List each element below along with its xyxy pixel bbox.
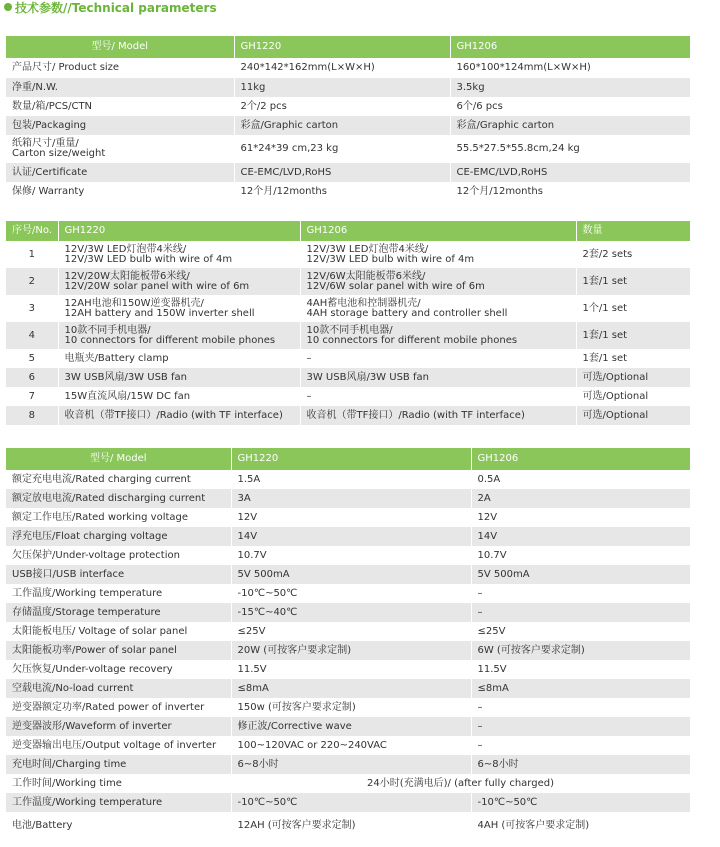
header-cell: 型号/ Model (6, 36, 234, 58)
table-cell: 240*142*162mm(L×W×H) (234, 58, 450, 78)
table-cell: ≤8mA (471, 679, 690, 698)
table-cell: 12V/6W太阳能板带6米线/ 12V/6W solar panel with wire of 6m (300, 268, 576, 295)
table-cell: 2 (6, 268, 58, 295)
table-cell: -10℃~50℃ (231, 793, 471, 812)
table-cell: 保修/ Warranty (6, 182, 234, 202)
table-cell: 6W (可按客户要求定制) (471, 641, 690, 660)
table-cell: 可选/Optional (576, 406, 690, 425)
header-cell: GH1206 (300, 221, 576, 241)
table-cell: 12V (231, 508, 471, 527)
table-row (6, 322, 690, 349)
table-cell: 空载电流/No-load current (6, 679, 231, 698)
table-row (6, 470, 690, 489)
header-cell: GH1220 (231, 448, 471, 470)
header-cell: 型号/ Model (6, 448, 231, 470)
table-cell: 收音机（带TF接口）/Radio (with TF interface) (300, 406, 576, 425)
table-cell: 12个月/12months (450, 182, 690, 202)
table-cell: 存储温度/Storage temperature (6, 603, 231, 622)
table-row (6, 660, 690, 679)
table-cell: 5 (6, 349, 58, 368)
table-cell: 20W (可按客户要求定制) (231, 641, 471, 660)
table-cell: 2个/2 pcs (234, 97, 450, 116)
table-row (6, 641, 690, 660)
table-row (6, 368, 690, 387)
table-cell: 工作温度/Working temperature (6, 793, 231, 812)
table-cell: 55.5*27.5*55.8cm,24 kg (450, 135, 690, 163)
table-row (6, 58, 690, 78)
table-cell: 12个月/12months (234, 182, 450, 202)
table-row (6, 584, 690, 603)
section-title (4, 0, 217, 14)
table-cell: 1套/1 set (576, 268, 690, 295)
package-contents-table (6, 221, 691, 425)
table-cell: 3W USB风扇/3W USB fan (58, 368, 300, 387)
table-row (6, 698, 690, 717)
table-cell: 10款不同手机电器/ 10 connectors for different mobile phones (58, 322, 300, 349)
table-row (6, 546, 690, 565)
table-cell: 1.5A (231, 470, 471, 489)
table-cell: 61*24*39 cm,23 kg (234, 135, 450, 163)
table-cell: 14V (231, 527, 471, 546)
table-cell: 认证/Certificate (6, 163, 234, 182)
table-row (6, 78, 690, 97)
table-row (6, 508, 690, 527)
table-cell: USB接口/USB interface (6, 565, 231, 584)
table-cell: 11.5V (231, 660, 471, 679)
table-cell: 1 (6, 241, 58, 268)
table-cell: 24小时(充满电后)/ (after fully charged) (231, 774, 690, 793)
table-cell: 电瓶夹/Battery clamp (58, 349, 300, 368)
table-cell: 5V 500mA (471, 565, 690, 584)
table-row (6, 387, 690, 406)
table-cell: 逆变器输出电压/Output voltage of inverter (6, 736, 231, 755)
table-cell: 12V (471, 508, 690, 527)
table-cell: – (471, 698, 690, 717)
table-row (6, 774, 690, 793)
table-row (6, 565, 690, 584)
table-row (6, 406, 690, 425)
table-cell: 可选/Optional (576, 387, 690, 406)
table-header-row (6, 36, 690, 58)
table-cell: 3W USB风扇/3W USB fan (300, 368, 576, 387)
table-cell: 修正波/Corrective wave (231, 717, 471, 736)
table-cell: 4 (6, 322, 58, 349)
table-cell: 4AH (可按客户要求定制) (471, 812, 690, 840)
table-cell: 6~8小时 (231, 755, 471, 774)
table-cell: 逆变器额定功率/Rated power of inverter (6, 698, 231, 717)
table-cell: 3 (6, 295, 58, 322)
header-cell: GH1206 (450, 36, 690, 58)
table-cell: 数量/箱/PCS/CTN (6, 97, 234, 116)
electrical-specs-table (6, 448, 691, 840)
table-cell: -10℃~50℃ (471, 793, 690, 812)
table-cell: 工作温度/Working temperature (6, 584, 231, 603)
table-cell: 10.7V (231, 546, 471, 565)
table-cell: 6~8小时 (471, 755, 690, 774)
bullet-icon (4, 3, 12, 11)
table-cell: 额定放电电流/Rated discharging current (6, 489, 231, 508)
table-cell: 2A (471, 489, 690, 508)
table-cell: 1个/1 set (576, 295, 690, 322)
table-row (6, 135, 690, 163)
table-row (6, 489, 690, 508)
table-cell: ≤25V (231, 622, 471, 641)
table-cell: 包装/Packaging (6, 116, 234, 135)
table-cell: 11kg (234, 78, 450, 97)
table-cell: CE-EMC/LVD,RoHS (450, 163, 690, 182)
table-cell: 10.7V (471, 546, 690, 565)
table-cell: 太阳能板功率/Power of solar panel (6, 641, 231, 660)
table-cell: – (300, 387, 576, 406)
table-cell: 160*100*124mm(L×W×H) (450, 58, 690, 78)
table-cell: – (471, 717, 690, 736)
table-row (6, 755, 690, 774)
table-cell: 收音机（带TF接口）/Radio (with TF interface) (58, 406, 300, 425)
table-cell: – (471, 736, 690, 755)
table-cell: 欠压保护/Under-voltage protection (6, 546, 231, 565)
table-cell: 1套/1 set (576, 322, 690, 349)
table-cell: 工作时间/Working time (6, 774, 231, 793)
table-cell: 6个/6 pcs (450, 97, 690, 116)
table-cell: 电池/Battery (6, 812, 231, 840)
table-row (6, 793, 690, 812)
table-cell: 12V/3W LED灯泡带4米线/ 12V/3W LED bulb with wire of 4m (300, 241, 576, 268)
table-cell: 彩盒/Graphic carton (450, 116, 690, 135)
table-cell: – (471, 584, 690, 603)
table-row (6, 163, 690, 182)
table-cell: 3A (231, 489, 471, 508)
table-header-row (6, 448, 690, 470)
table-cell: 150w (可按客户要求定制) (231, 698, 471, 717)
header-cell: GH1206 (471, 448, 690, 470)
table-row (6, 679, 690, 698)
table-row (6, 295, 690, 322)
table-cell: 可选/Optional (576, 368, 690, 387)
table-cell: 12AH电池和150W逆变器机壳/ 12AH battery and 150W inverter shell (58, 295, 300, 322)
table-cell: 额定工作电压/Rated working voltage (6, 508, 231, 527)
table-cell: 8 (6, 406, 58, 425)
table-cell: ≤8mA (231, 679, 471, 698)
table-row (6, 182, 690, 202)
table-row (6, 603, 690, 622)
table-cell: 欠压恢复/Under-voltage recovery (6, 660, 231, 679)
table-cell: CE-EMC/LVD,RoHS (234, 163, 450, 182)
table-cell: ≤25V (471, 622, 690, 641)
table-cell: 7 (6, 387, 58, 406)
table-row (6, 812, 690, 840)
table-cell: 2套/2 sets (576, 241, 690, 268)
table-cell: 产品尺寸/ Product size (6, 58, 234, 78)
table-cell: 3.5kg (450, 78, 690, 97)
header-cell: GH1220 (58, 221, 300, 241)
table-cell: 12V/20W太阳能板带6米线/ 12V/20W solar panel with wire of 6m (58, 268, 300, 295)
general-specs-table (6, 36, 691, 202)
table-cell: – (300, 349, 576, 368)
table-cell: -10℃~50℃ (231, 584, 471, 603)
table-cell: 5V 500mA (231, 565, 471, 584)
table-row (6, 268, 690, 295)
table-cell: 0.5A (471, 470, 690, 489)
table-cell: 浮充电压/Float charging voltage (6, 527, 231, 546)
section-title-text: 技术参数//Technical parameters (15, 0, 217, 15)
table-row (6, 527, 690, 546)
header-cell: 数量 (576, 221, 690, 241)
table-cell: 纸箱尺寸/重量/ Carton size/weight (6, 135, 234, 163)
table-cell: 12V/3W LED灯泡带4米线/ 12V/3W LED bulb with wire of 4m (58, 241, 300, 268)
table-cell: 11.5V (471, 660, 690, 679)
table-cell: 1套/1 set (576, 349, 690, 368)
table-cell: 14V (471, 527, 690, 546)
table-cell: 逆变器波形/Waveform of inverter (6, 717, 231, 736)
table-cell: -15℃~40℃ (231, 603, 471, 622)
table-header-row (6, 221, 690, 241)
table-cell: 10款不同手机电器/ 10 connectors for different mobile phones (300, 322, 576, 349)
table-row (6, 241, 690, 268)
table-row (6, 622, 690, 641)
table-cell: 太阳能板电压/ Voltage of solar panel (6, 622, 231, 641)
table-row (6, 349, 690, 368)
table-cell: 净重/N.W. (6, 78, 234, 97)
table-cell: – (471, 603, 690, 622)
table-cell: 12AH (可按客户要求定制) (231, 812, 471, 840)
table-row (6, 97, 690, 116)
table-cell: 100~120VAC or 220~240VAC (231, 736, 471, 755)
table-cell: 充电时间/Charging time (6, 755, 231, 774)
table-cell: 6 (6, 368, 58, 387)
table-row (6, 717, 690, 736)
table-row (6, 116, 690, 135)
table-cell: 4AH蓄电池和控制器机壳/ 4AH storage battery and controller shell (300, 295, 576, 322)
table-cell: 15W直流风扇/15W DC fan (58, 387, 300, 406)
header-cell: 序号/No. (6, 221, 58, 241)
table-row (6, 736, 690, 755)
table-cell: 额定充电电流/Rated charging current (6, 470, 231, 489)
table-cell: 彩盒/Graphic carton (234, 116, 450, 135)
header-cell: GH1220 (234, 36, 450, 58)
